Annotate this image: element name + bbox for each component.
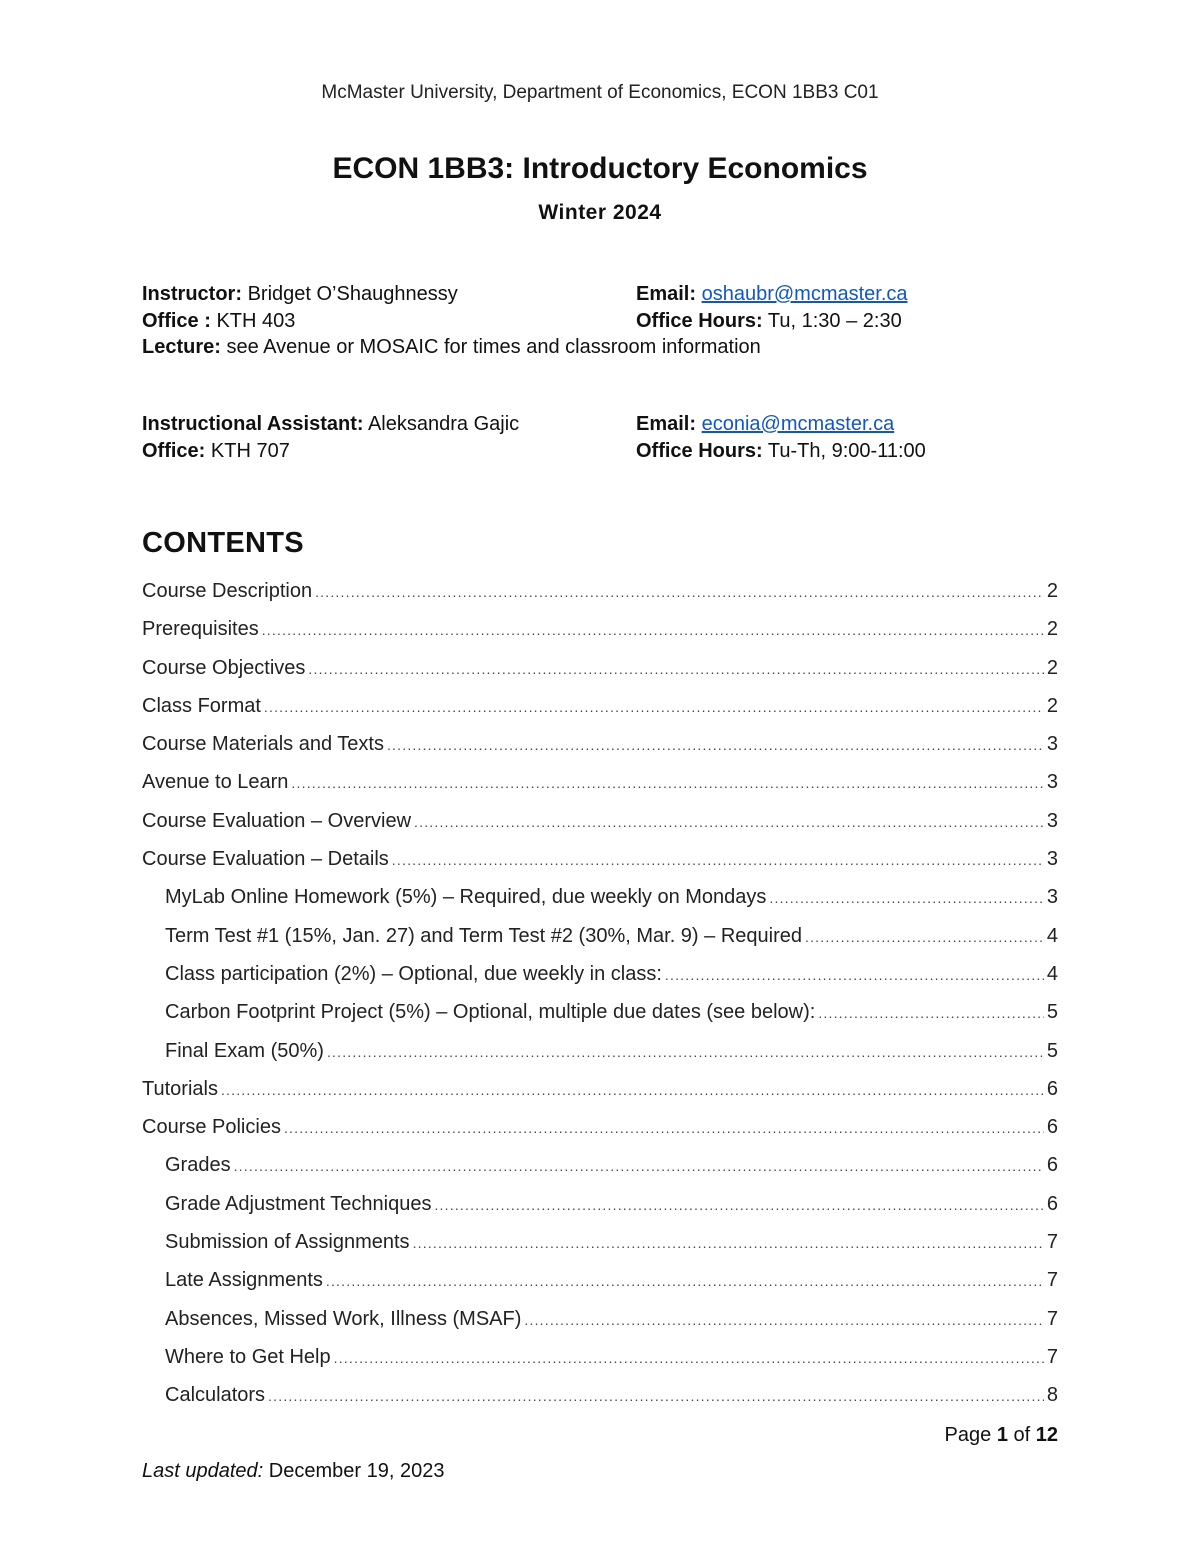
toc-entry[interactable]: Course Evaluation – Details ..... 3 <box>142 840 1058 878</box>
table-of-contents <box>142 572 1058 1415</box>
toc-subentry[interactable]: Absences, Missed Work, Illness (MSAF) ..... 7 <box>142 1300 1058 1338</box>
toc-subentry[interactable]: Final Exam (50%) ..... 5 <box>142 1032 1058 1070</box>
assistant-email-label: Email: <box>636 413 697 435</box>
toc-entry[interactable]: Prerequisites ..... 2 <box>142 610 1058 648</box>
toc-subentry[interactable]: Submission of Assignments ..... 7 <box>142 1223 1058 1261</box>
page-number: Page 1 of 12 <box>944 1424 1058 1446</box>
assistant-email-link[interactable]: econia@mcmaster.ca <box>701 413 895 435</box>
assistant-row <box>142 411 1062 438</box>
contents-heading: CONTENTS <box>142 527 304 559</box>
toc-leader <box>769 879 1043 917</box>
assistant-hours: Tu-Th, 9:00-11:00 <box>767 439 926 462</box>
toc-subentry[interactable]: Late Assignments ..... 7 <box>142 1261 1058 1299</box>
toc-leader <box>434 1186 1043 1224</box>
toc-subentry[interactable]: Carbon Footprint Project (5%) – Optional, multiple due dates (see below): ..... 5 <box>142 993 1058 1031</box>
toc-leader <box>818 994 1044 1032</box>
toc-leader <box>291 764 1043 802</box>
toc-subentry[interactable]: Term Test #1 (15%, Jan. 27) and Term Test #2 (30%, Mar. 9) – Required ..... 4 <box>142 917 1058 955</box>
toc-entry[interactable]: Course Evaluation – Overview ..... 3 <box>142 802 1058 840</box>
assistant-info <box>142 411 1062 464</box>
instructor-hours-label: Office Hours: <box>636 309 763 332</box>
toc-leader <box>308 650 1043 688</box>
toc-entry[interactable]: Tutorials ..... 6 <box>142 1070 1058 1108</box>
instructor-email-label: Email: <box>636 283 697 305</box>
total-pages: 12 <box>1035 1424 1058 1446</box>
instructor-office: KTH 403 <box>216 309 296 332</box>
document-title: ECON 1BB3: Introductory Economics <box>332 152 868 185</box>
toc-subentry[interactable]: MyLab Online Homework (5%) – Required, due weekly on Mondays ..... 3 <box>142 878 1058 916</box>
toc-leader <box>262 611 1044 649</box>
assistant-office: KTH 707 <box>210 439 290 462</box>
assistant-office-label: Office: <box>142 439 206 462</box>
instructor-office-row <box>142 308 1062 335</box>
toc-leader <box>234 1147 1044 1185</box>
toc-leader <box>284 1109 1044 1147</box>
toc-entry[interactable]: Class Format ..... 2 <box>142 687 1058 725</box>
toc-leader <box>326 1262 1044 1300</box>
assistant-name: Aleksandra Gajic <box>367 413 520 435</box>
toc-entry[interactable]: Course Description ..... 2 <box>142 572 1058 610</box>
toc-subentry[interactable]: Grade Adjustment Techniques ..... 6 <box>142 1185 1058 1223</box>
lecture-row <box>142 334 1062 361</box>
last-updated-date: December 19, 2023 <box>268 1460 445 1482</box>
assistant-label: Instructional Assistant: <box>142 413 364 435</box>
current-page: 1 <box>996 1424 1008 1446</box>
instructor-info <box>142 281 1062 361</box>
toc-entry[interactable]: Avenue to Learn ..... 3 <box>142 763 1058 801</box>
toc-leader <box>392 841 1044 879</box>
instructor-name: Bridget O’Shaughnessy <box>247 283 458 305</box>
lecture-info: see Avenue or MOSAIC for times and classroom information <box>226 336 761 358</box>
instructor-office-label: Office : <box>142 309 211 332</box>
instructor-hours: Tu, 1:30 – 2:30 <box>767 309 902 332</box>
toc-leader <box>327 1033 1044 1071</box>
toc-leader <box>221 1071 1044 1109</box>
toc-leader <box>268 1377 1044 1415</box>
running-header: McMaster University, Department of Economics, ECON 1BB3 C01 <box>321 82 879 103</box>
instructor-email-link[interactable]: oshaubr@mcmaster.ca <box>701 283 908 305</box>
toc-leader <box>264 688 1044 726</box>
toc-leader <box>334 1339 1044 1377</box>
toc-subentry[interactable]: Class participation (2%) – Optional, due weekly in class: ..... 4 <box>142 955 1058 993</box>
instructor-label: Instructor: <box>142 283 242 305</box>
toc-entry[interactable]: Course Objectives ..... 2 <box>142 649 1058 687</box>
last-updated-label: Last updated: <box>142 1460 264 1482</box>
toc-leader <box>665 956 1044 994</box>
toc-leader <box>805 918 1044 956</box>
toc-subentry[interactable]: Calculators ..... 8 <box>142 1376 1058 1414</box>
toc-leader <box>387 726 1044 764</box>
lecture-label: Lecture: <box>142 336 221 358</box>
instructor-row <box>142 281 1062 308</box>
toc-leader <box>315 573 1044 611</box>
assistant-office-row <box>142 438 1062 465</box>
last-updated <box>142 1460 444 1483</box>
toc-subentry[interactable]: Grades ..... 6 <box>142 1146 1058 1184</box>
toc-subentry[interactable]: Where to Get Help ..... 7 <box>142 1338 1058 1376</box>
toc-leader <box>524 1301 1043 1339</box>
document-term: Winter 2024 <box>538 201 662 224</box>
assistant-hours-label: Office Hours: <box>636 439 763 462</box>
toc-leader <box>414 803 1044 841</box>
toc-leader <box>413 1224 1044 1262</box>
toc-entry[interactable]: Course Policies ..... 6 <box>142 1108 1058 1146</box>
toc-entry[interactable]: Course Materials and Texts ..... 3 <box>142 725 1058 763</box>
